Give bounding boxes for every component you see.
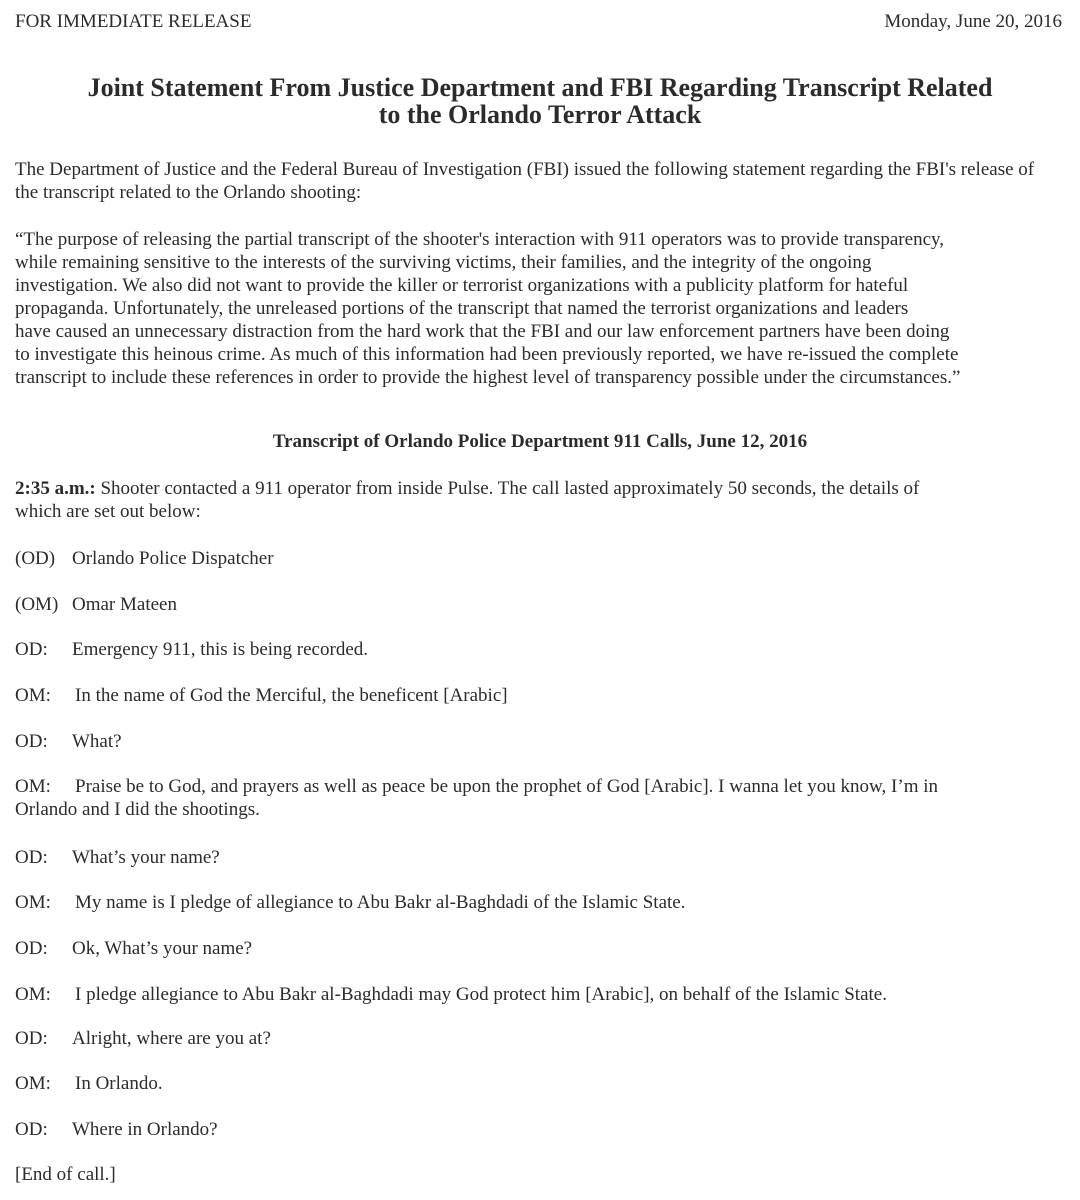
dialogue-text: I pledge allegiance to Abu Bakr al-Baghdadi may God protect him [Arabic], on behalf of the Islamic State.	[75, 984, 887, 1005]
speaker-label: OM:	[15, 685, 51, 706]
dialogue-text: Praise be to God, and prayers as well as peace be upon the prophet of God [Arabic]. I wanna let you know, I’m in	[75, 776, 938, 797]
speaker-label: OM:	[15, 776, 51, 797]
dialogue-line	[15, 1118, 1062, 1141]
call-desc-line-2: which are set out below:	[15, 501, 201, 522]
legend-name: Omar Mateen	[72, 594, 177, 615]
dialogue-text: In Orlando.	[75, 1073, 163, 1094]
dialogue-line	[15, 1072, 1062, 1095]
intro-paragraph: The Department of Justice and the Federal Bureau of Investigation (FBI) issued the following statement regarding the FBI's release of the transcript related to the Orlando shooting:	[15, 159, 1035, 203]
call-desc-line-1: Shooter contacted a 911 operator from inside Pulse. The call lasted approximately 50 seconds, the details of	[95, 478, 920, 499]
dialogue-line	[15, 891, 1062, 914]
dialogue-text: Emergency 911, this is being recorded.	[72, 639, 369, 660]
dialogue-line	[15, 730, 1062, 753]
transcript-subheading: Transcript of Orlando Police Department 911 Calls, June 12, 2016	[272, 431, 808, 452]
dialogue-line	[15, 846, 1062, 869]
legend-row	[15, 547, 1062, 570]
dialogue-line	[15, 1027, 1062, 1050]
dialogue-line	[15, 937, 1062, 960]
dialogue-text: Ok, What’s your name?	[72, 938, 253, 959]
speaker-label: OD:	[15, 938, 48, 959]
statement-paragraph	[15, 228, 1062, 389]
statement-line: propaganda. Unfortunately, the unreleased portions of the transcript that named the terrorist organizations and leaders	[15, 298, 909, 319]
speaker-label: OM:	[15, 984, 51, 1005]
statement-line: to investigate this heinous crime. As much of this information had been previously reported, we have re-issued the complete	[15, 344, 959, 365]
speaker-label: OD:	[15, 847, 48, 868]
dialogue-text: Alright, where are you at?	[72, 1028, 271, 1049]
speaker-label: OD:	[15, 1119, 48, 1140]
speaker-label: OD:	[15, 731, 48, 752]
statement-line: transcript to include these references in order to provide the highest level of transparency possible under the circumstances.”	[15, 367, 961, 388]
dialogue-text: In the name of God the Merciful, the beneficent [Arabic]	[75, 685, 508, 706]
dialogue-text: What’s your name?	[72, 847, 220, 868]
dialogue-line	[15, 638, 1062, 661]
speaker-label: OM:	[15, 1073, 51, 1094]
call-description	[15, 477, 1062, 523]
speaker-label: OM:	[15, 892, 51, 913]
dialogue-text: Where in Orlando?	[72, 1119, 218, 1140]
release-label: FOR IMMEDIATE RELEASE	[15, 11, 252, 32]
legend-code: (OD)	[15, 548, 56, 569]
release-header	[15, 10, 1062, 33]
legend-code: (OM)	[15, 594, 59, 615]
dialogue-text: What?	[72, 731, 122, 752]
release-date: Monday, June 20, 2016	[884, 11, 1062, 32]
page-title	[15, 74, 1065, 128]
call-time: 2:35 a.m.:	[15, 478, 96, 499]
statement-line: have caused an unnecessary distraction from the hard work that the FBI and our law enforcement partners have been doing	[15, 321, 950, 342]
title-line-1: Joint Statement From Justice Department and FBI Regarding Transcript Related	[87, 73, 993, 102]
dialogue-text-continued: Orlando and I did the shootings.	[15, 799, 260, 820]
title-line-2: to the Orlando Terror Attack	[378, 100, 702, 129]
dialogue-line	[15, 775, 1062, 821]
statement-line: investigation. We also did not want to provide the killer or terrorist organizations with a publicity platform for hateful	[15, 275, 909, 296]
speaker-label: OD:	[15, 1028, 48, 1049]
dialogue-text: My name is I pledge of allegiance to Abu Bakr al-Baghdadi of the Islamic State.	[75, 892, 686, 913]
statement-line: while remaining sensitive to the interests of the surviving victims, their families, and the integrity of the ongoing	[15, 252, 872, 273]
dialogue-line	[15, 684, 1062, 707]
dialogue-line	[15, 983, 1062, 1006]
end-of-call-note: [End of call.]	[15, 1164, 116, 1185]
legend-row	[15, 593, 1062, 616]
speaker-label: OD:	[15, 639, 48, 660]
legend-name: Orlando Police Dispatcher	[72, 548, 274, 569]
statement-line: “The purpose of releasing the partial transcript of the shooter's interaction with 911 operators was to provide transparency,	[15, 229, 945, 250]
